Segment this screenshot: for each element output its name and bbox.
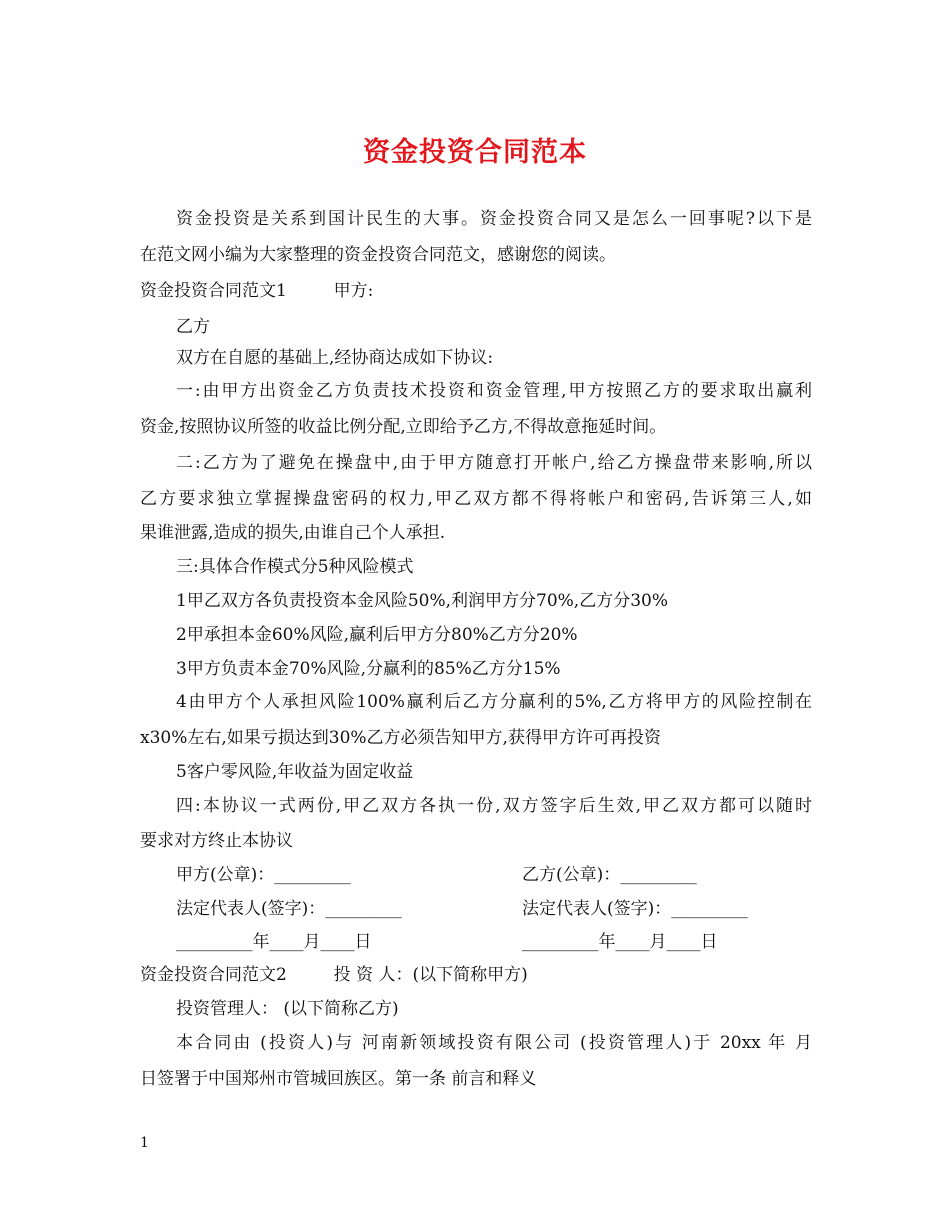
contract-para-line-1: 本合同由 (投资人)与 河南新领域投资有限公司 (投资管理人)于 20xx 年 月	[176, 1033, 812, 1053]
clause-4-line-2: 要求对方终止本协议	[140, 831, 293, 851]
party-b-label: 乙方	[176, 317, 210, 337]
intro-line-1: 资金投资是关系到国计民生的大事。资金投资合同又是怎么一回事呢?以下是	[176, 209, 812, 229]
party-a-seal: 甲方(公章)：_________	[176, 865, 351, 885]
page-number: 1	[140, 1135, 149, 1151]
sample1-heading: 资金投资合同范文1	[140, 281, 287, 301]
clause-2-line-1: 二:乙方为了避免在操盘中,由于甲方随意打开帐户,给乙方操盘带来影响,所以	[176, 453, 812, 473]
clause-2-line-3: 果谁泄露,造成的损失,由谁自己个人承担.	[140, 523, 446, 543]
mode-4-line-2: x30%左右,如果亏损达到30%乙方必须告知甲方,获得甲方许可再投资	[140, 728, 661, 748]
sample2-heading-row	[140, 964, 812, 986]
agreement-intro: 双方在自愿的基础上,经协商达成如下协议:	[176, 348, 494, 368]
contract-para-line-2: 日签署于中国郑州市管城回族区。第一条 前言和释义	[140, 1069, 537, 1089]
mode-4-line-1: 4由甲方个人承担风险100%赢利后乙方分赢利的5%,乙方将甲方的风险控制在	[176, 692, 812, 712]
mode-1: 1甲乙双方各负责投资本金风险50%,利润甲方分70%,乙方分30%	[176, 591, 668, 611]
intro-line-2: 在范文网小编为大家整理的资金投资合同范文，感谢您的阅读。	[140, 245, 616, 265]
mode-5: 5客户零风险,年收益为固定收益	[176, 762, 414, 782]
clause-1-line-2: 资金,按照协议所签的收益比例分配,立即给予乙方,不得故意拖延时间。	[140, 417, 667, 437]
party-a-date: _________年____月____日	[176, 932, 372, 952]
clause-3: 三:具体合作模式分5种风险模式	[176, 557, 414, 577]
mode-3: 3甲方负责本金70%风险,分赢利的85%乙方分15%	[176, 659, 561, 679]
party-b-representative: 法定代表人(签字)：_________	[522, 899, 748, 919]
sample2-heading: 资金投资合同范文2	[140, 965, 287, 985]
clause-1-line-1: 一:由甲方出资金乙方负责技术投资和资金管理,甲方按照乙方的要求取出赢利	[176, 381, 812, 401]
clause-2-line-2: 乙方要求独立掌握操盘密码的权力,甲乙双方都不得将帐户和密码,告诉第三人,如	[140, 489, 812, 509]
party-b-seal: 乙方(公章)：_________	[522, 865, 697, 885]
party-a-label: 甲方:	[333, 281, 374, 301]
investor-label: 投 资 人：(以下简称甲方)	[333, 965, 528, 985]
party-a-representative: 法定代表人(签字)：_________	[176, 899, 402, 919]
party-b-date: _________年____月____日	[522, 932, 718, 952]
manager-label: 投资管理人： (以下简称乙方)	[176, 999, 399, 1019]
mode-2: 2甲承担本金60%风险,赢利后甲方分80%乙方分20%	[176, 625, 578, 645]
document-title: 资金投资合同范本	[363, 137, 587, 168]
sample1-heading-row	[140, 280, 812, 302]
clause-4-line-1: 四:本协议一式两份,甲乙双方各执一份,双方签字后生效,甲乙双方都可以随时	[176, 796, 812, 816]
